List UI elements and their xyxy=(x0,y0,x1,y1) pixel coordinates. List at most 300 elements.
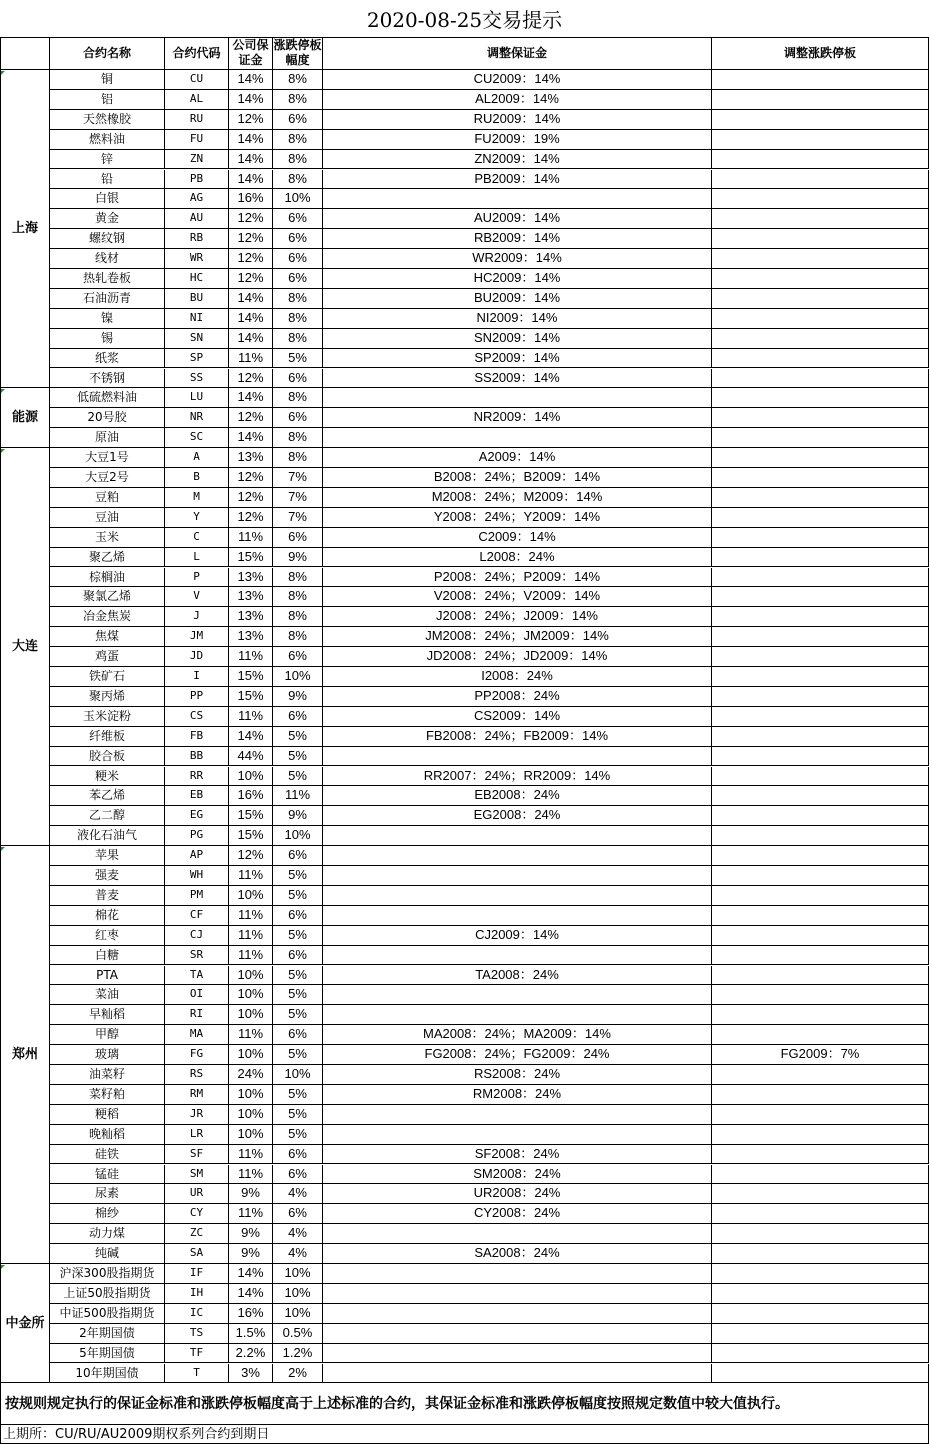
cell-margin: 10% xyxy=(229,886,273,906)
cell-margin: 10% xyxy=(229,985,273,1005)
cell-margin: 11% xyxy=(229,647,273,667)
cell-adj_margin: CY2008：24% xyxy=(323,1204,712,1224)
cell-adj_limit xyxy=(712,1204,929,1224)
cell-limit: 8% xyxy=(273,70,323,90)
cell-limit: 10% xyxy=(273,1065,323,1085)
cell-adj_limit xyxy=(712,846,929,866)
cell-adj_margin: B2008：24%；B2009：14% xyxy=(323,468,712,488)
cell-code: SA xyxy=(165,1244,229,1264)
cell-adj_margin: NR2009：14% xyxy=(323,408,712,428)
cell-limit: 5% xyxy=(273,747,323,767)
cell-marker-icon xyxy=(1,71,5,75)
cell-marker-icon xyxy=(1,1265,5,1269)
cell-margin: 11% xyxy=(229,528,273,548)
cell-name: 纯碱 xyxy=(50,1244,165,1264)
cell-margin: 14% xyxy=(229,309,273,329)
cell-limit: 10% xyxy=(273,1304,323,1324)
cell-code: RB xyxy=(165,229,229,249)
cell-code: T xyxy=(165,1364,229,1384)
cell-adj_margin xyxy=(323,1264,712,1284)
cell-limit: 6% xyxy=(273,647,323,667)
cell-adj_limit xyxy=(712,906,929,926)
cell-adj_margin xyxy=(323,747,712,767)
cell-code: IH xyxy=(165,1284,229,1304)
cell-name: 鸡蛋 xyxy=(50,647,165,667)
cell-limit: 6% xyxy=(273,408,323,428)
cell-name: 普麦 xyxy=(50,886,165,906)
header-blank xyxy=(0,37,50,70)
cell-adj_margin: BU2009：14% xyxy=(323,289,712,309)
cell-name: 线材 xyxy=(50,249,165,269)
cell-adj_margin: SN2009：14% xyxy=(323,329,712,349)
cell-adj_limit xyxy=(712,866,929,886)
cell-margin: 12% xyxy=(229,488,273,508)
cell-code: NI xyxy=(165,309,229,329)
cell-adj_limit xyxy=(712,966,929,986)
cell-margin: 14% xyxy=(229,1284,273,1304)
cell-limit: 6% xyxy=(273,1204,323,1224)
cell-adj_limit xyxy=(712,727,929,747)
cell-adj_margin: JD2008：24%；JD2009：14% xyxy=(323,647,712,667)
cell-adj_limit xyxy=(712,209,929,229)
cell-adj_limit xyxy=(712,189,929,209)
cell-name: 天然橡胶 xyxy=(50,110,165,130)
cell-name: 纸浆 xyxy=(50,349,165,369)
cell-limit: 5% xyxy=(273,1005,323,1025)
cell-code: WH xyxy=(165,866,229,886)
cell-code: FU xyxy=(165,130,229,150)
cell-margin: 14% xyxy=(229,170,273,190)
cell-adj_margin: NI2009：14% xyxy=(323,309,712,329)
cell-adj_margin xyxy=(323,1344,712,1364)
cell-name: 纤维板 xyxy=(50,727,165,747)
cell-adj_margin: CU2009：14% xyxy=(323,70,712,90)
cell-adj_limit xyxy=(712,647,929,667)
cell-adj_margin xyxy=(323,1105,712,1125)
cell-limit: 5% xyxy=(273,886,323,906)
cell-margin: 10% xyxy=(229,1045,273,1065)
cell-margin: 44% xyxy=(229,747,273,767)
cell-adj_limit xyxy=(712,468,929,488)
cell-name: 石油沥青 xyxy=(50,289,165,309)
cell-code: SM xyxy=(165,1165,229,1185)
cell-limit: 6% xyxy=(273,110,323,130)
cell-limit: 6% xyxy=(273,946,323,966)
cell-code: CY xyxy=(165,1204,229,1224)
cell-margin: 10% xyxy=(229,1105,273,1125)
cell-limit: 5% xyxy=(273,985,323,1005)
cell-margin: 14% xyxy=(229,130,273,150)
cell-adj_limit xyxy=(712,388,929,408)
cell-adj_margin: A2009：14% xyxy=(323,448,712,468)
cell-adj_margin: JM2008：24%；JM2009：14% xyxy=(323,627,712,647)
cell-limit: 10% xyxy=(273,1264,323,1284)
cell-limit: 7% xyxy=(273,508,323,528)
cell-name: 白糖 xyxy=(50,946,165,966)
cell-name: 动力煤 xyxy=(50,1224,165,1244)
cell-code: AL xyxy=(165,90,229,110)
cell-name: 白银 xyxy=(50,189,165,209)
cell-name: 早籼稻 xyxy=(50,1005,165,1025)
cell-name: 棕榈油 xyxy=(50,568,165,588)
cell-name: 油菜籽 xyxy=(50,1065,165,1085)
cell-limit: 6% xyxy=(273,209,323,229)
cell-code: A xyxy=(165,448,229,468)
exchange-label: 大连 xyxy=(0,448,50,846)
cell-limit: 6% xyxy=(273,369,323,389)
cell-margin: 15% xyxy=(229,548,273,568)
cell-limit: 6% xyxy=(273,707,323,727)
cell-adj_limit xyxy=(712,926,929,946)
cell-adj_margin: AU2009：14% xyxy=(323,209,712,229)
cell-limit: 8% xyxy=(273,170,323,190)
cell-adj_margin: MA2008：24%；MA2009：14% xyxy=(323,1025,712,1045)
cell-code: RM xyxy=(165,1085,229,1105)
cell-margin: 13% xyxy=(229,568,273,588)
cell-adj_margin: PB2009：14% xyxy=(323,170,712,190)
cell-margin: 13% xyxy=(229,607,273,627)
cell-adj_limit xyxy=(712,369,929,389)
cell-adj_margin: RR2007：24%；RR2009：14% xyxy=(323,767,712,787)
header-name: 合约名称 xyxy=(50,37,165,70)
header-limit: 涨跌停板幅度 xyxy=(273,37,323,70)
cell-name: 冶金焦炭 xyxy=(50,607,165,627)
cell-name: 锰硅 xyxy=(50,1165,165,1185)
cell-margin: 15% xyxy=(229,826,273,846)
page-title: 2020-08-25交易提示 xyxy=(366,8,563,32)
cell-name: PTA xyxy=(50,966,165,986)
cell-limit: 6% xyxy=(273,906,323,926)
cell-margin: 12% xyxy=(229,846,273,866)
cell-code: AU xyxy=(165,209,229,229)
cell-code: RR xyxy=(165,767,229,787)
cell-margin: 11% xyxy=(229,1145,273,1165)
cell-adj_limit xyxy=(712,1304,929,1324)
cell-adj_limit xyxy=(712,1105,929,1125)
cell-name: 5年期国债 xyxy=(50,1344,165,1364)
cell-adj_limit xyxy=(712,110,929,130)
cell-code: IC xyxy=(165,1304,229,1324)
cell-limit: 6% xyxy=(273,269,323,289)
cell-name: 菜油 xyxy=(50,985,165,1005)
cell-margin: 15% xyxy=(229,806,273,826)
cell-adj_margin: HC2009：14% xyxy=(323,269,712,289)
cell-adj_limit xyxy=(712,408,929,428)
cell-code: AP xyxy=(165,846,229,866)
cell-code: PB xyxy=(165,170,229,190)
cell-limit: 8% xyxy=(273,289,323,309)
cell-adj_margin xyxy=(323,886,712,906)
cell-adj_limit xyxy=(712,249,929,269)
cell-code: B xyxy=(165,468,229,488)
cell-code: Y xyxy=(165,508,229,528)
cell-name: 20号胶 xyxy=(50,408,165,428)
cell-code: TS xyxy=(165,1324,229,1344)
cell-adj_limit xyxy=(712,1364,929,1384)
cell-code: PG xyxy=(165,826,229,846)
cell-name: 燃料油 xyxy=(50,130,165,150)
cell-code: FG xyxy=(165,1045,229,1065)
cell-code: CU xyxy=(165,70,229,90)
cell-code: SC xyxy=(165,428,229,448)
cell-limit: 5% xyxy=(273,1125,323,1145)
cell-adj_limit xyxy=(712,1165,929,1185)
cell-limit: 10% xyxy=(273,189,323,209)
cell-adj_margin: FB2008：24%；FB2009：14% xyxy=(323,727,712,747)
cell-margin: 12% xyxy=(229,229,273,249)
cell-code: JD xyxy=(165,647,229,667)
cell-code: L xyxy=(165,548,229,568)
cell-name: 低硫燃料油 xyxy=(50,388,165,408)
cell-limit: 1.2% xyxy=(273,1344,323,1364)
header-adj_limit: 调整涨跌停板 xyxy=(712,37,929,70)
cell-adj_margin xyxy=(323,946,712,966)
cell-margin: 14% xyxy=(229,70,273,90)
cell-limit: 6% xyxy=(273,229,323,249)
cell-adj_limit xyxy=(712,1244,929,1264)
cell-name: 苹果 xyxy=(50,846,165,866)
cell-adj_limit xyxy=(712,767,929,787)
cell-margin: 15% xyxy=(229,667,273,687)
cell-limit: 8% xyxy=(273,130,323,150)
cell-name: 大豆1号 xyxy=(50,448,165,468)
cell-margin: 10% xyxy=(229,767,273,787)
cell-adj_margin: FU2009：19% xyxy=(323,130,712,150)
cell-code: JR xyxy=(165,1105,229,1125)
cell-code: MA xyxy=(165,1025,229,1045)
cell-margin: 13% xyxy=(229,448,273,468)
cell-adj_margin: P2008：24%；P2009：14% xyxy=(323,568,712,588)
cell-name: 镍 xyxy=(50,309,165,329)
cell-limit: 8% xyxy=(273,309,323,329)
cell-margin: 1.5% xyxy=(229,1324,273,1344)
cell-code: PP xyxy=(165,687,229,707)
cell-adj_limit xyxy=(712,1344,929,1364)
cell-adj_limit xyxy=(712,349,929,369)
cell-limit: 8% xyxy=(273,428,323,448)
cell-adj_limit xyxy=(712,309,929,329)
cell-limit: 2% xyxy=(273,1364,323,1384)
cell-adj_limit xyxy=(712,1005,929,1025)
cell-adj_limit xyxy=(712,150,929,170)
cell-adj_margin: SF2008：24% xyxy=(323,1145,712,1165)
cell-name: 聚氯乙烯 xyxy=(50,587,165,607)
cell-code: WR xyxy=(165,249,229,269)
cell-limit: 4% xyxy=(273,1184,323,1204)
cell-adj_limit xyxy=(712,130,929,150)
cell-code: V xyxy=(165,587,229,607)
cell-name: 锡 xyxy=(50,329,165,349)
cell-adj_limit xyxy=(712,607,929,627)
cell-name: 黄金 xyxy=(50,209,165,229)
cell-adj_limit xyxy=(712,786,929,806)
cell-name: 10年期国债 xyxy=(50,1364,165,1384)
cell-limit: 6% xyxy=(273,1025,323,1045)
cell-adj_margin: J2008：24%；J2009：14% xyxy=(323,607,712,627)
cell-limit: 5% xyxy=(273,349,323,369)
cell-name: 液化石油气 xyxy=(50,826,165,846)
cell-adj_limit xyxy=(712,1085,929,1105)
header-adj_margin: 调整保证金 xyxy=(323,37,712,70)
cell-code: IF xyxy=(165,1264,229,1284)
cell-adj_limit xyxy=(712,1264,929,1284)
cell-name: 原油 xyxy=(50,428,165,448)
cell-code: RS xyxy=(165,1065,229,1085)
cell-adj_margin: Y2008：24%；Y2009：14% xyxy=(323,508,712,528)
cell-name: 沪深300股指期货 xyxy=(50,1264,165,1284)
cell-margin: 2.2% xyxy=(229,1344,273,1364)
cell-margin: 13% xyxy=(229,587,273,607)
cell-margin: 10% xyxy=(229,1125,273,1145)
cell-adj_margin xyxy=(323,1125,712,1145)
cell-name: 不锈钢 xyxy=(50,369,165,389)
cell-name: 锌 xyxy=(50,150,165,170)
cell-margin: 14% xyxy=(229,150,273,170)
cell-adj_margin xyxy=(323,1224,712,1244)
cell-margin: 11% xyxy=(229,349,273,369)
cell-limit: 6% xyxy=(273,1145,323,1165)
cell-name: 胶合板 xyxy=(50,747,165,767)
exchange-label: 上海 xyxy=(0,70,50,388)
cell-adj_limit xyxy=(712,428,929,448)
cell-margin: 14% xyxy=(229,727,273,747)
cell-limit: 6% xyxy=(273,846,323,866)
exchange-label: 能源 xyxy=(0,388,50,448)
cell-adj_limit xyxy=(712,707,929,727)
cell-code: C xyxy=(165,528,229,548)
cell-limit: 6% xyxy=(273,1165,323,1185)
cell-code: OI xyxy=(165,985,229,1005)
cell-adj_limit xyxy=(712,90,929,110)
cell-code: ZN xyxy=(165,150,229,170)
cell-margin: 11% xyxy=(229,707,273,727)
cell-adj_limit xyxy=(712,1125,929,1145)
cell-adj_margin: CJ2009：14% xyxy=(323,926,712,946)
cell-margin: 14% xyxy=(229,388,273,408)
cell-name: 玉米 xyxy=(50,528,165,548)
cell-marker-icon xyxy=(1,449,5,453)
cell-margin: 14% xyxy=(229,1264,273,1284)
cell-adj_limit xyxy=(712,289,929,309)
header-code: 合约代码 xyxy=(165,37,229,70)
cell-margin: 12% xyxy=(229,209,273,229)
cell-code: M xyxy=(165,488,229,508)
cell-margin: 12% xyxy=(229,408,273,428)
cell-margin: 11% xyxy=(229,1204,273,1224)
cell-adj_margin xyxy=(323,1005,712,1025)
cell-margin: 12% xyxy=(229,249,273,269)
cell-margin: 14% xyxy=(229,329,273,349)
cell-adj_limit: FG2009：7% xyxy=(712,1045,929,1065)
cell-code: RI xyxy=(165,1005,229,1025)
cell-margin: 3% xyxy=(229,1364,273,1384)
cell-adj_margin: SA2008：24% xyxy=(323,1244,712,1264)
cell-code: AG xyxy=(165,189,229,209)
cell-adj_margin: WR2009：14% xyxy=(323,249,712,269)
cell-code: CS xyxy=(165,707,229,727)
cell-margin: 11% xyxy=(229,926,273,946)
header-margin: 公司保证金 xyxy=(229,37,273,70)
notice-text: 按规则规定执行的保证金标准和涨跌停板幅度高于上述标准的合约，其保证金标准和涨跌停板幅度按照规定数值中较大值执行。 xyxy=(0,1383,929,1425)
cell-adj_limit xyxy=(712,229,929,249)
cell-adj_margin: RU2009：14% xyxy=(323,110,712,130)
cell-adj_limit xyxy=(712,627,929,647)
cell-margin: 11% xyxy=(229,866,273,886)
cell-adj_limit xyxy=(712,747,929,767)
cell-name: 棉纱 xyxy=(50,1204,165,1224)
cell-code: CJ xyxy=(165,926,229,946)
cell-limit: 6% xyxy=(273,528,323,548)
cell-adj_limit xyxy=(712,1184,929,1204)
cell-adj_limit xyxy=(712,985,929,1005)
cell-limit: 5% xyxy=(273,767,323,787)
exchange-label: 中金所 xyxy=(0,1264,50,1383)
cell-name: 铜 xyxy=(50,70,165,90)
cell-name: 螺纹钢 xyxy=(50,229,165,249)
cell-name: 中证500股指期货 xyxy=(50,1304,165,1324)
cell-adj_margin xyxy=(323,985,712,1005)
cell-margin: 10% xyxy=(229,1005,273,1025)
cell-adj_limit xyxy=(712,170,929,190)
cell-limit: 8% xyxy=(273,329,323,349)
cell-adj_margin: FG2008：24%；FG2009：24% xyxy=(323,1045,712,1065)
cell-limit: 10% xyxy=(273,826,323,846)
cell-adj_limit xyxy=(712,269,929,289)
cell-margin: 12% xyxy=(229,110,273,130)
cell-limit: 5% xyxy=(273,1105,323,1125)
cell-limit: 10% xyxy=(273,667,323,687)
cell-adj_margin: EB2008：24% xyxy=(323,786,712,806)
cell-code: TF xyxy=(165,1344,229,1364)
cell-limit: 4% xyxy=(273,1244,323,1264)
cell-adj_margin xyxy=(323,826,712,846)
cell-code: SN xyxy=(165,329,229,349)
cell-margin: 12% xyxy=(229,468,273,488)
cell-limit: 5% xyxy=(273,1045,323,1065)
cell-adj_margin: V2008：24%；V2009：14% xyxy=(323,587,712,607)
cell-adj_limit xyxy=(712,448,929,468)
cell-code: EB xyxy=(165,786,229,806)
cell-margin: 11% xyxy=(229,1025,273,1045)
cell-adj_margin xyxy=(323,1304,712,1324)
cell-code: FB xyxy=(165,727,229,747)
cell-adj_limit xyxy=(712,1284,929,1304)
cell-margin: 9% xyxy=(229,1244,273,1264)
cell-limit: 8% xyxy=(273,568,323,588)
cell-adj_margin: EG2008：24% xyxy=(323,806,712,826)
cell-code: P xyxy=(165,568,229,588)
cell-name: 菜籽粕 xyxy=(50,1085,165,1105)
cell-code: TA xyxy=(165,966,229,986)
cell-name: 铁矿石 xyxy=(50,667,165,687)
cell-name: 豆粕 xyxy=(50,488,165,508)
cell-code: BU xyxy=(165,289,229,309)
cell-code: J xyxy=(165,607,229,627)
cell-limit: 5% xyxy=(273,866,323,886)
cell-adj_margin xyxy=(323,428,712,448)
cell-name: 甲醇 xyxy=(50,1025,165,1045)
cell-limit: 10% xyxy=(273,1284,323,1304)
cell-margin: 16% xyxy=(229,189,273,209)
cell-name: 苯乙烯 xyxy=(50,786,165,806)
cell-adj_margin: PP2008：24% xyxy=(323,687,712,707)
footer-note: 上期所：CU/RU/AU2009期权系列合约到期日 xyxy=(0,1425,929,1444)
cell-margin: 11% xyxy=(229,1165,273,1185)
cell-adj_margin xyxy=(323,1284,712,1304)
cell-adj_margin: M2008：24%；M2009：14% xyxy=(323,488,712,508)
cell-adj_limit xyxy=(712,528,929,548)
cell-limit: 7% xyxy=(273,488,323,508)
